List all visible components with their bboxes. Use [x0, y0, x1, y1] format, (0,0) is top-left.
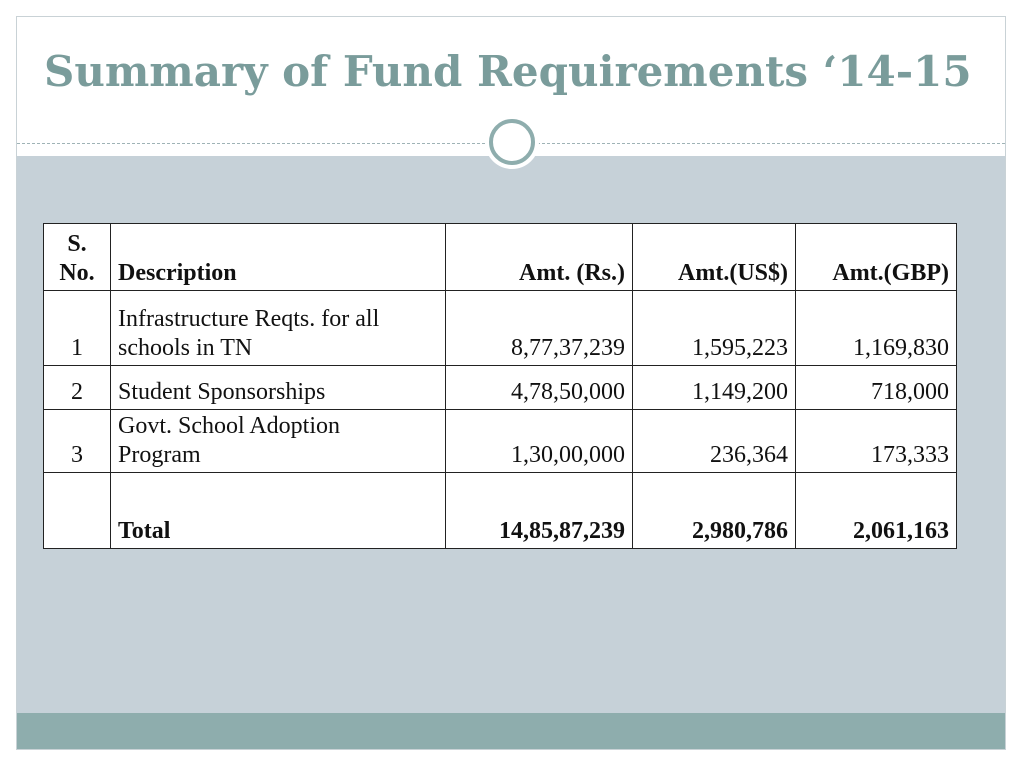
cell-amt-gbp: 173,333 [796, 410, 957, 473]
cell-amt-rs: 8,77,37,239 [446, 291, 633, 366]
header-description: Description [111, 224, 446, 291]
header-sno-line2: No. [59, 260, 95, 286]
cell-sno: 1 [44, 291, 111, 366]
cell-description-line2: schools in TN [118, 335, 253, 361]
cell-sno-empty [44, 473, 111, 549]
header-amt-usd: Amt.(US$) [633, 224, 796, 291]
cell-amt-rs: 1,30,00,000 [446, 410, 633, 473]
cell-total-label: Total [111, 473, 446, 549]
table-row [44, 291, 957, 366]
cell-amt-gbp: 1,169,830 [796, 291, 957, 366]
table-row [44, 366, 957, 410]
cell-total-amt-rs: 14,85,87,239 [446, 473, 633, 549]
header-amt-gbp: Amt.(GBP) [796, 224, 957, 291]
footer-band [17, 713, 1005, 749]
cell-amt-rs: 4,78,50,000 [446, 366, 633, 410]
cell-amt-usd: 236,364 [633, 410, 796, 473]
cell-description-line2: Program [118, 442, 201, 468]
header-sno [44, 224, 111, 291]
cell-description [111, 291, 446, 366]
table-total-row [44, 473, 957, 549]
slide-title: Summary of Fund Requirements ‘14-15 [44, 47, 972, 96]
ring-ornament-icon [485, 115, 539, 169]
header-sno-line1: S. [67, 231, 87, 257]
cell-amt-usd: 1,149,200 [633, 366, 796, 410]
cell-amt-usd: 1,595,223 [633, 291, 796, 366]
ring-icon [489, 119, 535, 165]
cell-description: Student Sponsorships [111, 366, 446, 410]
cell-amt-gbp: 718,000 [796, 366, 957, 410]
fund-requirements-table [43, 223, 957, 549]
table-row [44, 410, 957, 473]
header-amt-rs: Amt. (Rs.) [446, 224, 633, 291]
cell-description [111, 410, 446, 473]
cell-description-line1: Govt. School Adoption [118, 413, 341, 439]
cell-description-line1: Infrastructure Reqts. for all [118, 306, 380, 332]
cell-sno: 2 [44, 366, 111, 410]
cell-sno: 3 [44, 410, 111, 473]
table-header-row [44, 224, 957, 291]
cell-total-amt-gbp: 2,061,163 [796, 473, 957, 549]
cell-total-amt-usd: 2,980,786 [633, 473, 796, 549]
